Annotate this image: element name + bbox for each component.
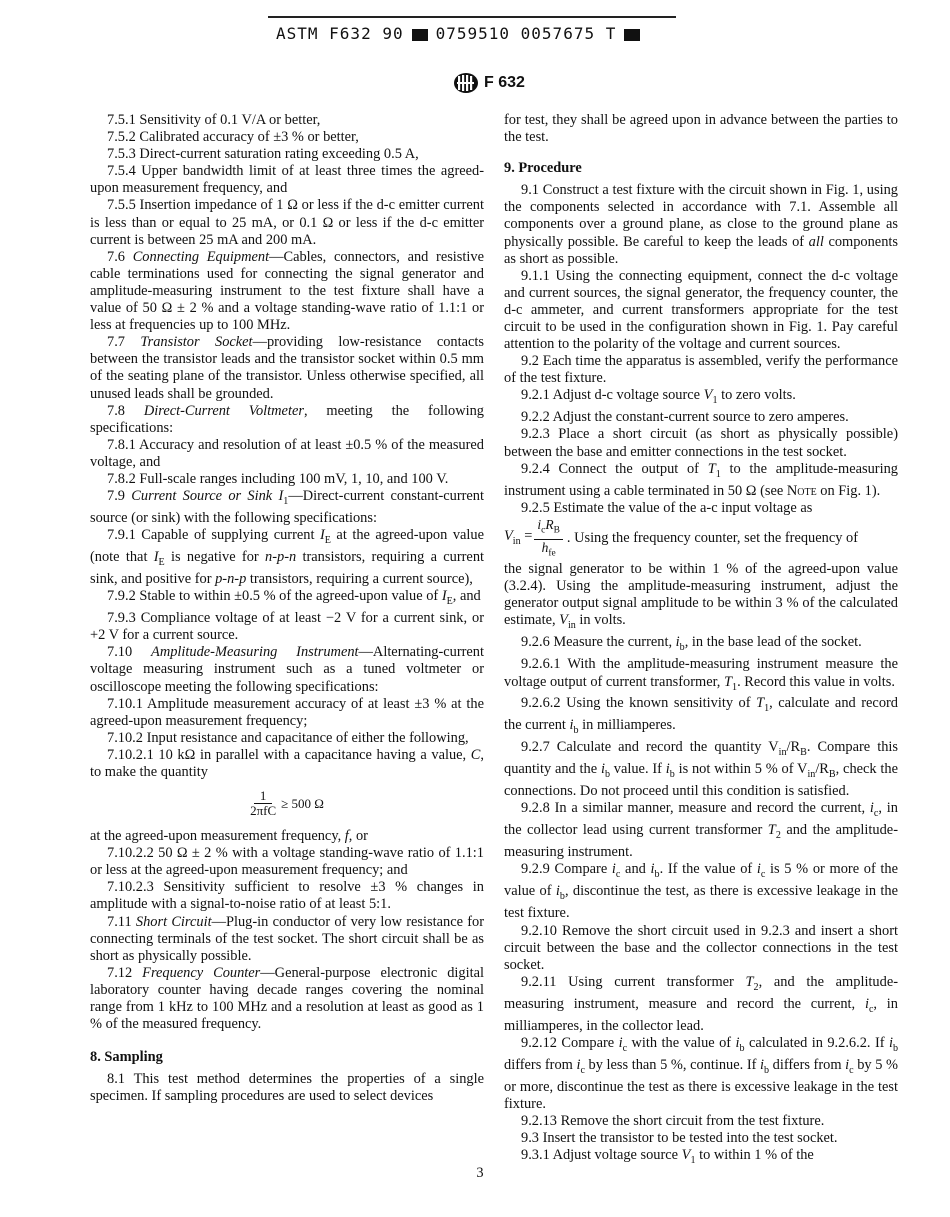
para-9-2-4: 9.2.4 Connect the output of $T_1$ to the amplitude-measuring instrument using a cable terminated in 50 Ω (see Note on Fig. 1). — [504, 460, 898, 499]
para-8-1: 8.1 This test method determines the properties of a single specimen. If sampling procedures are used to select devices — [90, 1071, 484, 1105]
para-9-2-5: 9.2.5 Estimate the value of the a-c input voltage as — [521, 499, 813, 516]
para-9-2-7: 9.2.7 Calculate and record the quantity $V_{in}/R_B$. Compare this quantity and the $i_b$ value. If $i_b$ is not within 5 % of $V_{in}/R_B$, check the connections. Do not proceed until this condition is satisfied. — [504, 739, 899, 800]
formula-rhs: ≥ 500 Ω — [281, 796, 324, 812]
para-9-2-6-2: 9.2.6.2 Using the known sensitivity of $T_1$, calculate and record the current $i_b$ in milliamperes. — [504, 695, 898, 737]
para-9-2-5-cont: the signal generator to be within 1 % of the agreed-upon value (3.2.4). Using the amplitude-measuring instrument, adjust the generator output signal amplitude to be within 3 % of the calculated estimate, $V_{in}$ in volts. — [504, 561, 898, 632]
para-9-2-10: 9.2.10 Remove the short circuit used in 9.2.3 and insert a short circuit between the base and the collector connections in the test socket. — [504, 922, 898, 973]
vin-fraction: $\frac{i_cR_B}{h_{fe}}$ — [534, 517, 563, 561]
black-block-mark — [412, 29, 428, 41]
vin-formula-line: $V_{in}$ = $\frac{i_cR_B}{h_{fe}}$ . Using the frequency counter, set the frequency of — [504, 517, 898, 561]
document-code-header — [276, 24, 676, 43]
formula-fraction: $\frac{1}{\text{2πfC}}$ — [250, 788, 277, 819]
para-7-8: 7.8 Direct-Current Voltmeter, meeting the following specifications: — [90, 402, 484, 436]
para-7-10-2-2: 7.10.2.2 50 Ω ± 2 % with a voltage standing-wave ratio of 1.1:1 or less at the agreed-upon measurement frequency; and — [90, 845, 484, 879]
para-9-1: 9.1 Construct a test fixture with the circuit shown in Fig. 1, using the components selected in accordance with 7.1. Assemble all components over a ground plane, as close to the ground plane as physically possible. Be careful to keep the leads of all components as short as possible. — [504, 182, 898, 267]
top-rule — [268, 16, 676, 18]
para-9-1-1: 9.1.1 Using the connecting equipment, connect the d-c voltage and current sources, the signal generator, the frequency counter, the d-c ammeter, and current transformers appropriate for the test circuit to be used in the configuration shown in Fig. 1. Pay careful attention to the polarity of the voltage and current sources. — [504, 267, 898, 353]
para-7-5-2: 7.5.2 Calibrated accuracy of ±3 % or better, — [107, 129, 359, 146]
astm-designation — [452, 72, 525, 94]
para-continuation: for test, they shall be agreed upon in advance between the parties to the test. — [504, 112, 898, 146]
para-9-2-9: 9.2.9 Compare $i_c$ and $i_b$. If the value of $i_c$ is 5 % or more of the value of $i_b$, discontinue the test, as there is excessive leakage in the test fixture. — [504, 861, 899, 922]
para-7-9-1: 7.9.1 Capable of supplying current $I_E$ at the agreed-upon value (note that $I_E$ is negative for n-p-n transistors, requiring a current sink, and positive for p-n-p transistors, requiring a current source), — [90, 527, 485, 588]
para-7-5-3: 7.5.3 Direct-current saturation rating exceeding 0.5 A, — [107, 146, 419, 163]
code-part-1: ASTM F632 90 — [276, 24, 404, 43]
heading-sampling: 8. Sampling — [90, 1049, 163, 1066]
para-7-10: 7.10 Amplitude-Measuring Instrument—Alternating-current voltage measuring instrument such as a tuned voltmeter or oscilloscope meeting the following specifications: — [90, 644, 484, 695]
para-7-10-2-3: 7.10.2.3 Sensitivity sufficient to resolve ±3 % changes in amplitude with a signal-to-noise ratio of at least 5:1. — [90, 879, 484, 913]
para-7-8-1: 7.8.1 Accuracy and resolution of at least ±0.5 % of the measured voltage, and — [90, 436, 484, 470]
para-9-3: 9.3 Insert the transistor to be tested into the test socket. — [521, 1130, 838, 1147]
para-9-2-6-1: 9.2.6.1 With the amplitude-measuring instrument measure the voltage output of current transformer, $T_1$. Record this value in volts. — [504, 656, 898, 693]
para-7-10-1: 7.10.1 Amplitude measurement accuracy of at least ±3 % at the agreed-upon measurement frequency; — [90, 695, 484, 729]
para-9-2: 9.2 Each time the apparatus is assembled, verify the performance of the test fixture. — [504, 353, 898, 387]
para-7-12: 7.12 Frequency Counter—General-purpose electronic digital laboratory counter having decade ranges covering the nominal range from 1 kHz to 100 MHz and a resolution at least as good as 1 % of the measured frequency. — [90, 964, 484, 1033]
designation-label: F 632 — [484, 74, 525, 91]
para-9-2-11: 9.2.11 Using current transformer $T_2$, and the amplitude-measuring instrument, measure and record the current, $i_c$, in milliamperes, in the collector lead. — [504, 973, 899, 1034]
para-9-3-1: 9.3.1 Adjust voltage source $V_1$ to within 1 % of the — [521, 1147, 814, 1166]
para-7-10-2: 7.10.2 Input resistance and capacitance of either the following, — [107, 729, 469, 746]
para-9-2-1: 9.2.1 Adjust d-c voltage source $V_1$ to zero volts. — [521, 387, 796, 407]
para-7-9-3: 7.9.3 Compliance voltage of at least −2 V for a current sink, or +2 V for a current source. — [90, 610, 484, 644]
para-7-7: 7.7 Transistor Socket—providing low-resistance contacts between the transistor leads and the transistor socket within 0.5 mm of the seating plane of the transistor. Unless otherwise specified, all unused leads shall be grounded. — [90, 334, 484, 402]
impedance-formula — [90, 789, 484, 818]
para-7-5-1: 7.5.1 Sensitivity of 0.1 V/A or better, — [107, 112, 321, 128]
para-7-9: 7.9 Current Source or Sink $I_1—Direct$-current constant-current source (or sink) with the following specifications: — [90, 488, 484, 527]
black-block-mark — [624, 29, 640, 41]
para-7-5-4: 7.5.4 Upper bandwidth limit of at least three times the agreed-upon measurement frequency, and — [90, 163, 484, 197]
heading-procedure: 9. Procedure — [504, 160, 582, 177]
para-7-5-5: 7.5.5 Insertion impedance of 1 Ω or less if the d-c emitter current is less than or equal to 25 mA, or 0.1 Ω or less if the d-c emitter current is between 25 mA and 200 mA. — [90, 197, 484, 248]
para-9-2-12: 9.2.12 Compare $i_c$ with the value of $i_b$ calculated in 9.2.6.2. If $i_b$ differs from $i_c$ by less than 5 %, continue. If $i_b$ differs from $i_c$ by 5 % or more, discontinue the test as there is excessive leakage in the test fixture. — [504, 1034, 899, 1112]
code-part-2: 0759510 0057675 T — [435, 24, 617, 43]
right-column — [504, 112, 898, 1169]
para-7-6: 7.6 Connecting Equipment—Cables, connectors, and resistive cable terminations used for connecting the signal generator and amplitude-measuring instrument to the test fixture shall have a value of 50 Ω ± 2 % and a voltage standing-wave ratio of 1.1:1 or less at frequencies up to 100 MHz. — [90, 248, 484, 334]
para-7-11: 7.11 Short Circuit—Plug-in conductor of very low resistance for connecting terminals of the test socket. The short circuit shall be as short as physically possible. — [90, 913, 484, 964]
para-7-10-2-1: 7.10.2.1 10 kΩ in parallel with a capacitance having a value, C, to make the quantity — [90, 746, 484, 780]
para-9-2-6: 9.2.6 Measure the current, $i_b$, in the base lead of the socket. — [521, 634, 862, 654]
para-after-formula: at the agreed-upon measurement frequency, f, or — [90, 828, 368, 845]
astm-logo-icon — [452, 72, 480, 94]
para-9-2-3: 9.2.3 Place a short circuit (as short as physically possible) between the base and emitter connections in the test socket. — [504, 426, 898, 460]
left-column — [90, 112, 484, 1105]
page-number: 3 — [476, 1165, 484, 1181]
para-7-8-2: 7.8.2 Full-scale ranges including 100 mV, 1, 10, and 100 V. — [107, 470, 449, 487]
para-9-2-2: 9.2.2 Adjust the constant-current source to zero amperes. — [521, 409, 849, 426]
para-9-2-8: 9.2.8 In a similar manner, measure and record the current, $i_c$, in the collector lead using current transformer $T_2$ and the amplitude-measuring instrument. — [504, 800, 899, 861]
para-7-9-2: 7.9.2 Stable to within ±0.5 % of the agreed-upon value of $I_E$, and — [107, 588, 481, 608]
para-9-2-13: 9.2.13 Remove the short circuit from the test fixture. — [521, 1112, 825, 1129]
